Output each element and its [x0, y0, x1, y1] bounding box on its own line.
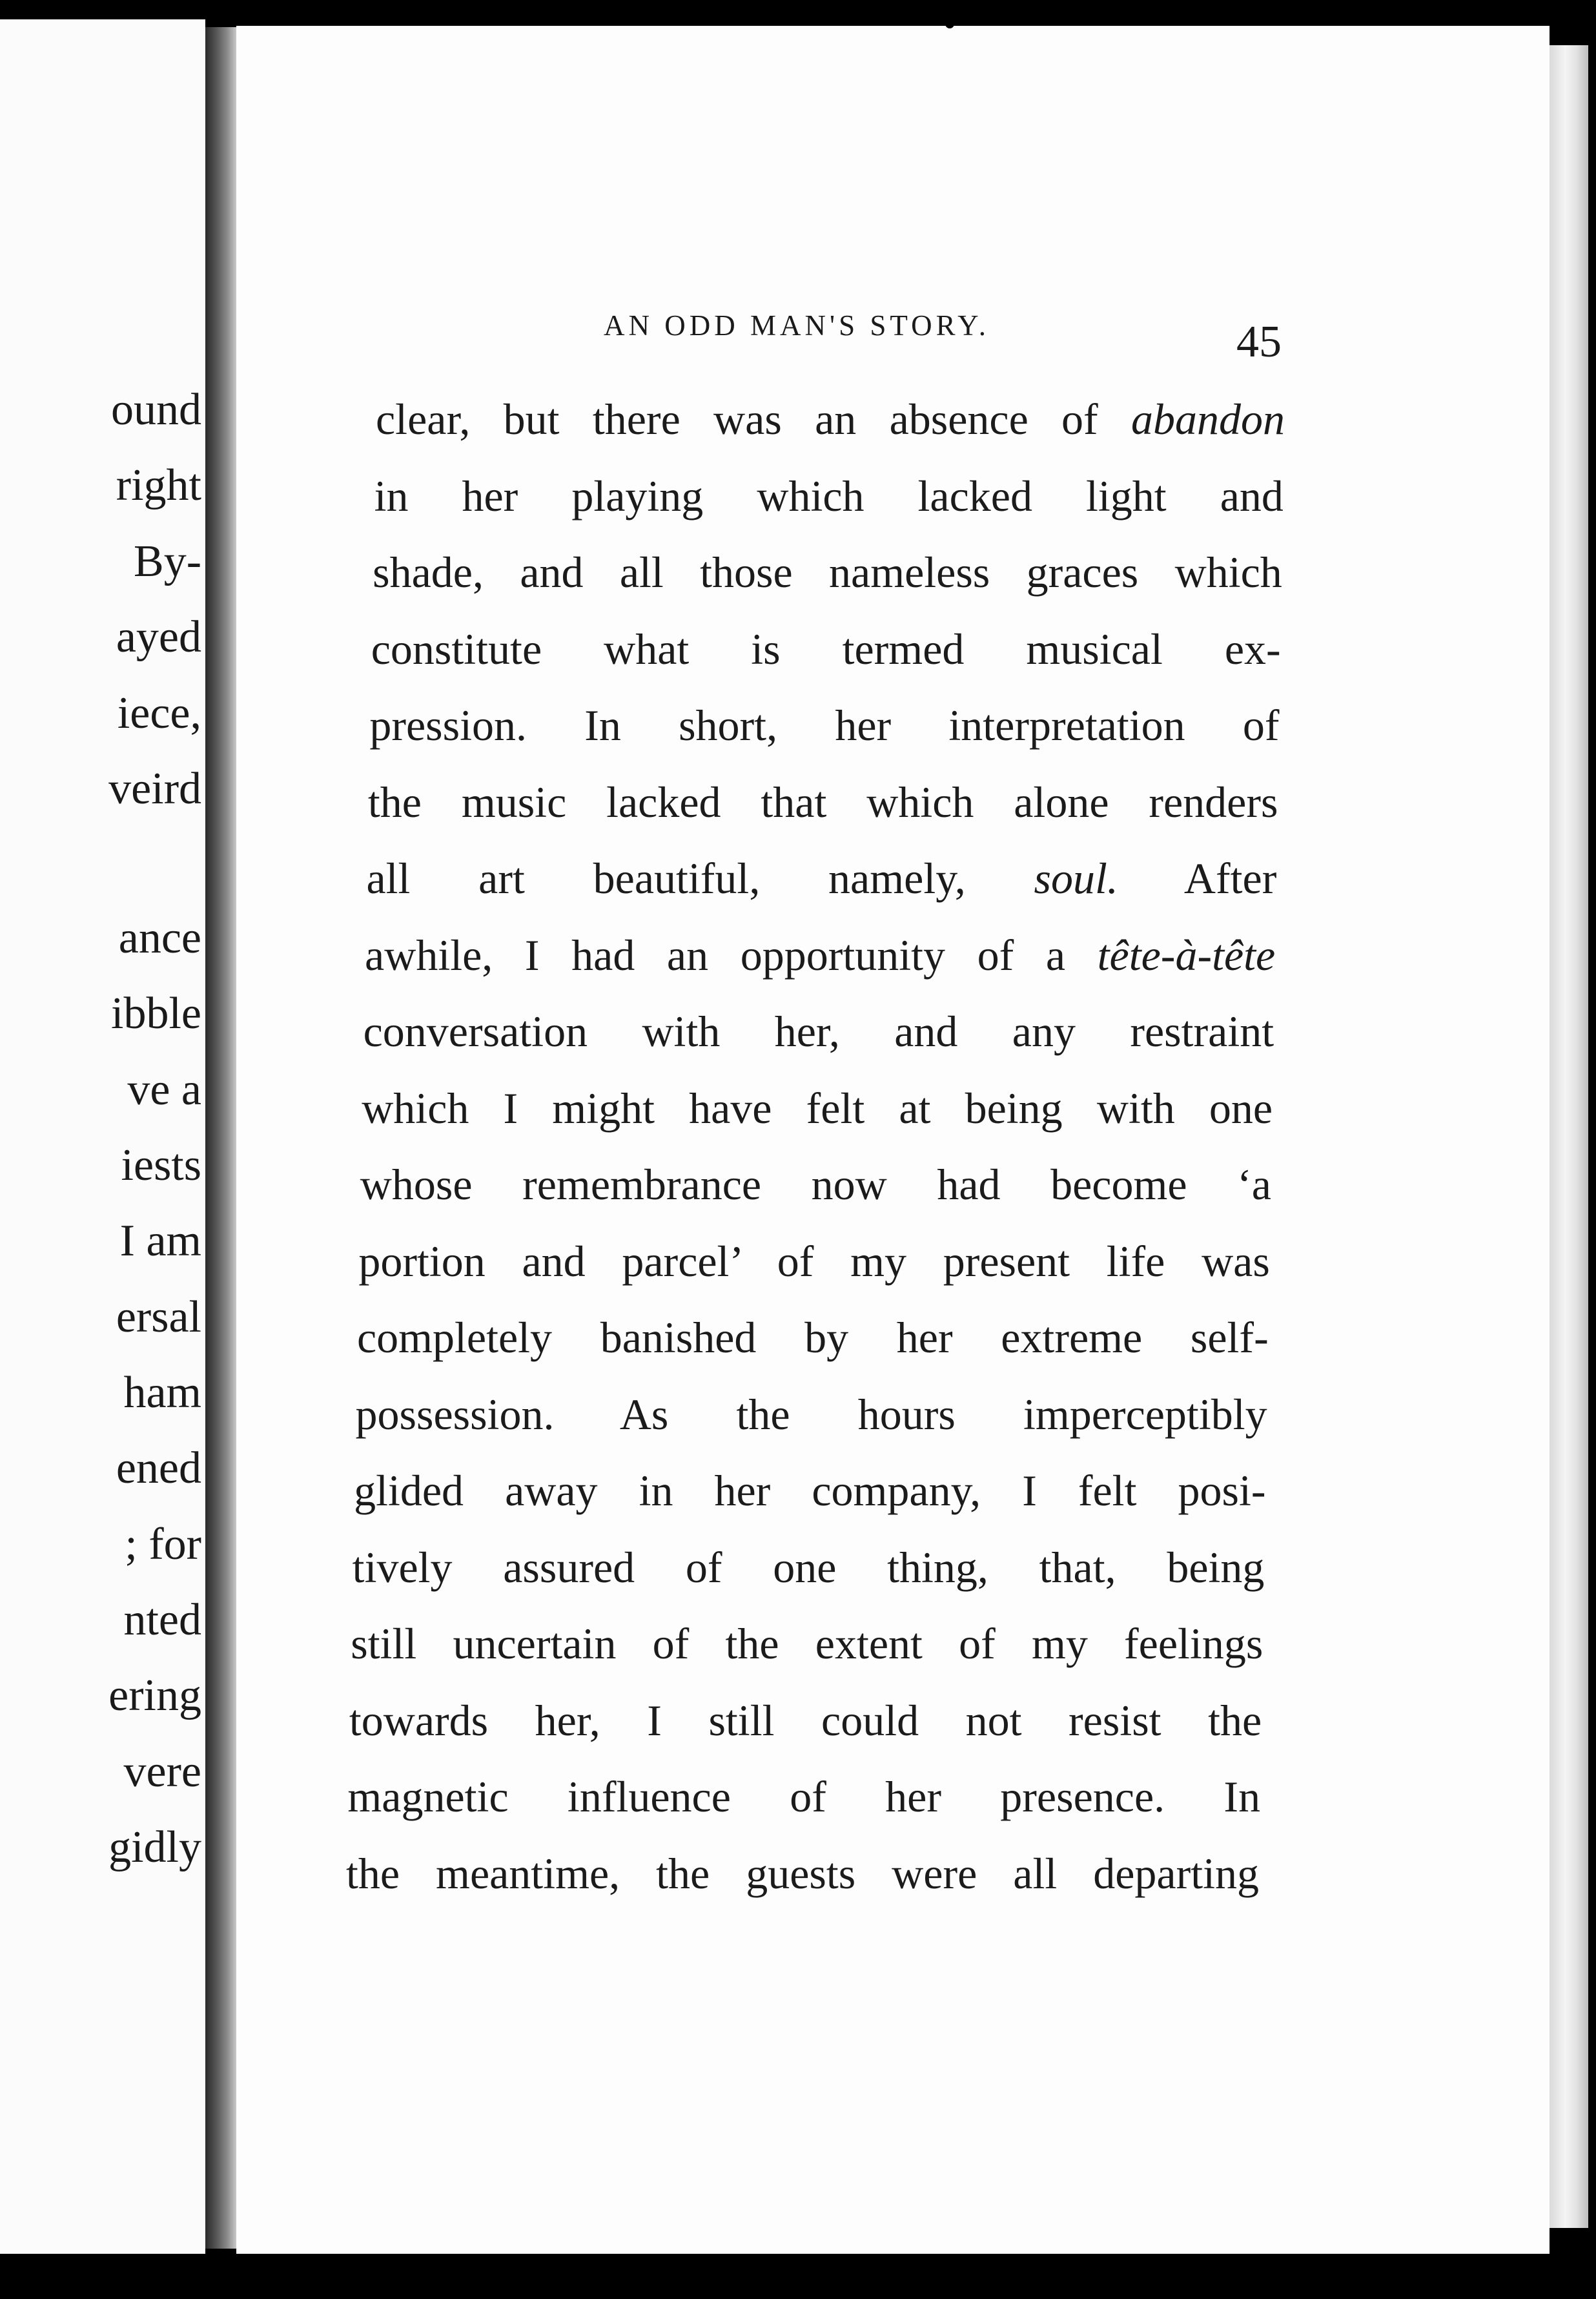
- facing-page-line: ance: [118, 913, 201, 963]
- facing-page-line: By-: [134, 537, 201, 586]
- line-segment: in her playing which lacked light and: [374, 471, 1284, 521]
- facing-page-line: ersal: [116, 1292, 201, 1342]
- text-line: [369, 700, 1279, 751]
- line-segment: towards her, I still could not resist the: [349, 1695, 1262, 1745]
- text-line: [363, 1006, 1274, 1057]
- line-segment: clear, but there was an absence of: [376, 395, 1131, 444]
- text-line: [374, 471, 1284, 522]
- text-line: [368, 777, 1278, 828]
- line-segment: completely banished by her extreme self-: [356, 1313, 1269, 1362]
- text-line: [376, 394, 1285, 445]
- line-segment: constitute what is termed musical ex-: [371, 624, 1281, 674]
- text-line: [351, 1618, 1263, 1669]
- text-line: [354, 1465, 1265, 1516]
- text-line: [356, 1389, 1267, 1440]
- text-line: [353, 1542, 1265, 1593]
- text-line: [365, 930, 1275, 981]
- line-segment: conversation with her, and any restraint: [363, 1007, 1274, 1056]
- line-segment: awhile, I had an opportunity of a: [365, 930, 1098, 980]
- facing-page-line: vere: [123, 1747, 201, 1797]
- line-segment: which I might have felt at being with one: [362, 1083, 1273, 1133]
- facing-page-line: ering: [108, 1671, 201, 1720]
- italic-phrase: soul.: [1034, 854, 1118, 903]
- facing-page-line: ibble: [111, 989, 201, 1038]
- facing-page-line: iece,: [117, 688, 201, 738]
- line-segment: tively assured of one thing, that, being: [352, 1542, 1265, 1592]
- facing-page-line: iests: [121, 1140, 201, 1190]
- line-segment: still uncertain of the extent of my feelings: [351, 1619, 1264, 1668]
- line-segment: the meantime, the guests were all departing: [346, 1848, 1259, 1898]
- facing-page-line: ve a: [127, 1065, 201, 1115]
- line-segment: portion and parcel’ of my present life was: [358, 1236, 1270, 1286]
- text-line: [358, 1236, 1269, 1287]
- facing-page-line: ened: [116, 1443, 201, 1493]
- facing-page-line: ound: [111, 385, 201, 435]
- line-segment: pression. In short, her interpretation of: [369, 701, 1280, 750]
- line-segment: glided away in her company, I felt posi-: [354, 1466, 1266, 1515]
- line-segment: After: [1118, 854, 1277, 903]
- line-segment: all art beautiful, namely,: [366, 854, 1034, 903]
- line-segment: possession. As the hours imperceptibly: [355, 1389, 1267, 1439]
- line-segment: whose remembrance now had become ‘a: [360, 1160, 1271, 1209]
- text-line: [373, 547, 1282, 598]
- facing-page-line: I am: [119, 1216, 201, 1266]
- text-line: [366, 853, 1276, 904]
- line-segment: the music lacked that which alone renders: [367, 777, 1278, 827]
- text-line: [349, 1695, 1262, 1746]
- facing-page-line: right: [116, 460, 201, 510]
- text-line: [357, 1312, 1269, 1363]
- facing-page-line: ; for: [125, 1520, 201, 1569]
- italic-phrase: tête-à-tête: [1097, 930, 1276, 980]
- text-line: [346, 1848, 1259, 1899]
- text-line: [360, 1159, 1271, 1210]
- facing-page-line: ayed: [116, 612, 201, 662]
- line-segment: magnetic influence of her presence. In: [347, 1772, 1261, 1821]
- facing-page-line: gidly: [108, 1822, 201, 1872]
- line-segment: shade, and all those nameless graces which: [373, 548, 1282, 597]
- facing-page-line: nted: [123, 1595, 201, 1645]
- text-line: [362, 1083, 1273, 1134]
- facing-page-line: ham: [123, 1368, 201, 1418]
- text-line: [347, 1771, 1260, 1822]
- page-number: 45: [1236, 317, 1282, 367]
- text-line: [371, 624, 1281, 675]
- running-head: AN ODD MAN'S STORY.: [604, 309, 990, 342]
- italic-phrase: abandon: [1131, 395, 1285, 444]
- facing-page-line: veird: [108, 764, 201, 814]
